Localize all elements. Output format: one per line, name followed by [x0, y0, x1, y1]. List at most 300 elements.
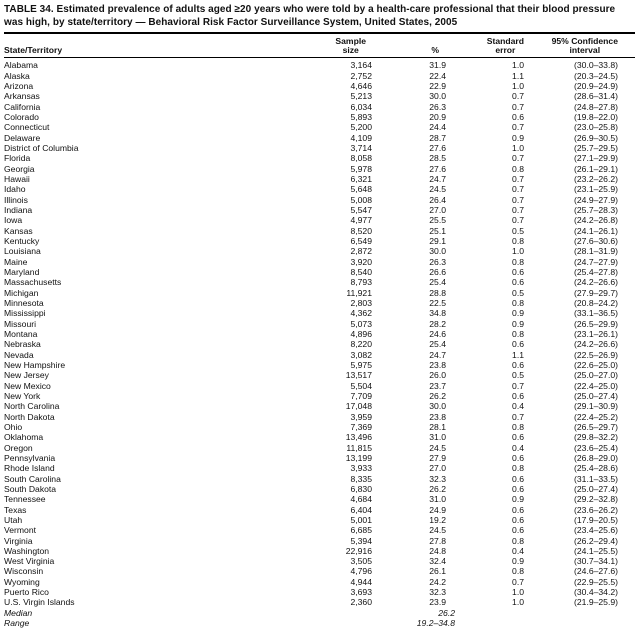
cell-ci: (24.9–27.9): [574, 194, 618, 205]
table-row: [4, 360, 635, 370]
table-title: [4, 4, 635, 34]
table-row: [4, 587, 635, 597]
cell-state: Alabama: [4, 60, 38, 71]
cell-state: Utah: [4, 514, 23, 525]
cell-se: 1.0: [512, 60, 524, 71]
cell-state: Rhode Island: [4, 463, 55, 474]
summary-row: [4, 618, 635, 628]
cell-sample: 6,404: [350, 504, 372, 515]
cell-ci: (20.3–24.5): [574, 70, 618, 81]
table-row: [4, 133, 635, 143]
summary-value: 26.2: [438, 607, 455, 618]
cell-state: Arizona: [4, 81, 34, 92]
cell-state: South Dakota: [4, 483, 57, 494]
cell-ci: (28.6–31.4): [574, 91, 618, 102]
cell-sample: 8,220: [350, 339, 372, 350]
cell-pct: 23.8: [429, 411, 446, 422]
cell-se: 1.0: [512, 597, 524, 608]
cell-ci: (24.2–26.6): [574, 277, 618, 288]
cell-ci: (22.6–25.0): [574, 359, 618, 370]
cell-sample: 3,714: [350, 143, 372, 154]
cell-sample: 6,034: [350, 101, 372, 112]
table-row: [4, 308, 635, 318]
cell-ci: (25.0–27.0): [574, 370, 618, 381]
cell-se: 0.9: [512, 318, 524, 329]
table-row: [4, 102, 635, 112]
cell-sample: 3,920: [350, 256, 372, 267]
cell-sample: 5,073: [350, 318, 372, 329]
cell-state: New Jersey: [4, 370, 49, 381]
cell-pct: 30.0: [429, 91, 446, 102]
table-title-line1: TABLE 34. Estimated prevalence of adults aged ≥20 years who were told by a health-care professional that their blood pressure: [4, 4, 616, 15]
cell-state: U.S. Virgin Islands: [4, 597, 75, 608]
cell-pct: 31.0: [429, 494, 446, 505]
cell-se: 1.0: [512, 246, 524, 257]
cell-ci: (20.9–24.9): [574, 81, 618, 92]
cell-ci: (28.1–31.9): [574, 246, 618, 257]
cell-ci: (23.6–26.2): [574, 504, 618, 515]
cell-sample: 5,394: [350, 535, 372, 546]
cell-state: Kentucky: [4, 235, 40, 246]
cell-state: North Dakota: [4, 411, 55, 422]
cell-pct: 24.9: [429, 504, 446, 515]
cell-ci: (17.9–20.5): [574, 514, 618, 525]
cell-state: Oklahoma: [4, 432, 44, 443]
table-row: [4, 143, 635, 153]
cell-pct: 24.6: [429, 328, 446, 339]
cell-sample: 4,109: [350, 132, 372, 143]
cell-sample: 8,540: [350, 266, 372, 277]
cell-sample: 5,893: [350, 112, 372, 123]
cell-se: 0.7: [512, 194, 524, 205]
header-sample-size: [306, 34, 372, 58]
table-row: [4, 484, 635, 494]
cell-ci: (25.7–28.3): [574, 205, 618, 215]
table-row: [4, 515, 635, 525]
cell-se: 1.1: [512, 349, 524, 360]
cell-se: 1.0: [512, 143, 524, 154]
cell-state: West Virginia: [4, 556, 55, 567]
header-percent-label: %: [431, 45, 439, 56]
header-standard-error: [446, 34, 524, 58]
cell-se: 0.8: [512, 328, 524, 339]
cell-se: 0.6: [512, 452, 524, 463]
cell-sample: 4,977: [350, 215, 372, 226]
cell-pct: 26.2: [429, 390, 446, 401]
summary-label: Median: [4, 607, 33, 618]
cell-empty: [306, 608, 372, 618]
cell-sample: 6,830: [350, 483, 372, 494]
cell-se: 0.7: [512, 576, 524, 587]
cell-se: 0.4: [512, 401, 524, 412]
cell-sample: 5,975: [350, 359, 372, 370]
cell-se: 0.7: [512, 101, 524, 112]
cell-pct: 28.5: [429, 153, 446, 164]
cell-se: 0.6: [512, 277, 524, 288]
cell-sample: 2,752: [350, 70, 372, 81]
cell-ci: (25.0–27.4): [574, 483, 618, 494]
table-row: [4, 91, 635, 101]
cell-se: 0.7: [512, 122, 524, 133]
cell-pct: 32.3: [429, 473, 446, 484]
cell-se: 0.7: [512, 380, 524, 391]
table-row: [4, 597, 635, 607]
cell-ci: (29.2–32.8): [574, 494, 618, 505]
cell-pct: 22.5: [429, 297, 446, 308]
cell-empty: [524, 618, 635, 628]
table-row: [4, 432, 635, 442]
cell-ci: (25.4–27.8): [574, 266, 618, 277]
cell-se: 0.7: [512, 411, 524, 422]
cell-ci: (27.9–29.7): [574, 287, 618, 298]
cell-state: Arkansas: [4, 91, 40, 102]
cell-state: Montana: [4, 328, 38, 339]
header-row: [4, 34, 635, 58]
cell-state: Delaware: [4, 132, 41, 143]
cell-ci: (24.7–27.9): [574, 256, 618, 267]
table-body: [4, 58, 635, 628]
cell-pct: 28.1: [429, 421, 446, 432]
cell-pct: 28.8: [429, 287, 446, 298]
cell-pct: 27.0: [429, 463, 446, 474]
header-ci-line1: 95% Confidence: [551, 36, 618, 46]
cell-se: 0.8: [512, 463, 524, 474]
cell-pct: 26.4: [429, 194, 446, 205]
cell-pct: 25.5: [429, 215, 446, 226]
cell-ci: (22.4–25.0): [574, 380, 618, 391]
cell-state: Virginia: [4, 535, 33, 546]
cell-sample: 4,646: [350, 81, 372, 92]
cell-sample: 5,648: [350, 184, 372, 195]
cell-se: 0.8: [512, 535, 524, 546]
cell-ci: (26.2–29.4): [574, 535, 618, 546]
cell-state: Wyoming: [4, 576, 40, 587]
cell-state: Washington: [4, 545, 50, 556]
cell-sample: 4,944: [350, 576, 372, 587]
cell-ci: (30.4–34.2): [574, 587, 618, 598]
cell-pct: 25.1: [429, 225, 446, 236]
cell-state: Florida: [4, 153, 31, 164]
cell-sample: 6,321: [350, 174, 372, 185]
cell-ci: (29.1–30.9): [574, 401, 618, 412]
cell-ci: (22.5–26.9): [574, 349, 618, 360]
table-row: [4, 381, 635, 391]
cell-state: Ohio: [4, 421, 23, 432]
cell-se: 0.6: [512, 390, 524, 401]
cell-se: 0.6: [512, 432, 524, 443]
table-row: [4, 122, 635, 132]
cell-pct: 23.9: [429, 597, 446, 608]
cell-ci: (33.1–36.5): [574, 308, 618, 319]
cell-state: Alaska: [4, 70, 30, 81]
cell-state: Tennessee: [4, 494, 46, 505]
cell-state: Massachusetts: [4, 277, 62, 288]
cell-sample: 5,547: [350, 205, 372, 215]
cell-pct: 24.5: [429, 184, 446, 195]
cell-ci: (24.8–27.8): [574, 101, 618, 112]
cell-pct: 32.3: [429, 587, 446, 598]
cell-ci: (24.1–26.1): [574, 225, 618, 236]
cell-ci: (23.1–25.9): [574, 184, 618, 195]
cell-pct: 20.9: [429, 112, 446, 123]
cell-state: Oregon: [4, 442, 33, 453]
cell-ci: (31.1–33.5): [574, 473, 618, 484]
table-row: [4, 350, 635, 360]
cell-pct: 24.5: [429, 525, 446, 536]
cell-se: 0.6: [512, 339, 524, 350]
table-row: [4, 494, 635, 504]
table-row: [4, 226, 635, 236]
cell-sample: 8,520: [350, 225, 372, 236]
cell-se: 0.7: [512, 174, 524, 185]
cell-sample: 4,796: [350, 566, 372, 577]
cell-pct: 30.0: [429, 401, 446, 412]
cell-se: 0.8: [512, 163, 524, 174]
cell-pct: 32.4: [429, 556, 446, 567]
cell-empty: [306, 618, 372, 628]
cell-pct: 27.6: [429, 163, 446, 174]
cell-sample: 3,933: [350, 463, 372, 474]
cell-se: 0.7: [512, 91, 524, 102]
cell-ci: (29.8–32.2): [574, 432, 618, 443]
cell-sample: 17,048: [345, 401, 372, 412]
table-row: [4, 71, 635, 81]
table-header: [4, 34, 635, 58]
table-row: [4, 546, 635, 556]
cell-ci: (24.6–27.6): [574, 566, 618, 577]
cell-pct: 28.2: [429, 318, 446, 329]
cell-se: 0.6: [512, 483, 524, 494]
cell-se: 0.8: [512, 256, 524, 267]
cell-se: 1.1: [512, 70, 524, 81]
cell-se: 1.0: [512, 81, 524, 92]
header-sample-line1: Sample: [335, 36, 366, 46]
cell-pct: 26.3: [429, 256, 446, 267]
cell-sample: 13,517: [345, 370, 372, 381]
cell-sample: 5,200: [350, 122, 372, 133]
cell-sample: 5,008: [350, 194, 372, 205]
cell-sample: 5,504: [350, 380, 372, 391]
cell-sample: 7,369: [350, 421, 372, 432]
cell-pct: 24.4: [429, 122, 446, 133]
cell-ci: (26.5–29.7): [574, 421, 618, 432]
cell-sample: 13,199: [345, 452, 372, 463]
cell-pct: 24.7: [429, 349, 446, 360]
cell-pct: 31.9: [429, 60, 446, 71]
cell-sample: 5,001: [350, 514, 372, 525]
cell-se: 0.6: [512, 359, 524, 370]
cell-sample: 4,684: [350, 494, 372, 505]
table-row: [4, 215, 635, 225]
cell-pct: 30.0: [429, 246, 446, 257]
cell-pct: 27.8: [429, 535, 446, 546]
cell-se: 0.6: [512, 112, 524, 123]
cell-se: 0.5: [512, 225, 524, 236]
cell-sample: 11,815: [346, 442, 372, 453]
summary-row: [4, 608, 635, 618]
cell-state: Maine: [4, 256, 28, 267]
cell-se: 0.6: [512, 514, 524, 525]
cell-se: 0.8: [512, 297, 524, 308]
cell-ci: (23.1–26.1): [574, 328, 618, 339]
table-row: [4, 277, 635, 287]
cell-ci: (19.8–22.0): [574, 112, 618, 123]
header-confidence-interval: [524, 34, 635, 58]
cell-pct: 27.9: [429, 452, 446, 463]
cell-empty: [446, 608, 524, 618]
table-row: [4, 443, 635, 453]
cell-state: Colorado: [4, 112, 39, 123]
cell-pct: 24.5: [429, 442, 446, 453]
cell-state: Puerto Rico: [4, 587, 49, 598]
cell-pct: 27.6: [429, 143, 446, 154]
cell-state: Missouri: [4, 318, 36, 329]
cell-state: Louisiana: [4, 246, 41, 257]
cell-sample: 7,709: [350, 390, 372, 401]
cell-se: 0.9: [512, 308, 524, 319]
cell-pct: 27.0: [429, 205, 446, 215]
table-row: [4, 112, 635, 122]
cell-se: 0.9: [512, 132, 524, 143]
cell-ci: (24.2–26.8): [574, 215, 618, 226]
cell-sample: 4,362: [350, 308, 372, 319]
header-se-line2: error: [495, 45, 516, 56]
table-row: [4, 474, 635, 484]
cell-pct: 22.4: [429, 70, 446, 81]
table-row: [4, 81, 635, 91]
cell-pct: 34.8: [429, 308, 446, 319]
cell-state: North Carolina: [4, 401, 60, 412]
cell-ci: (22.9–25.5): [574, 576, 618, 587]
cell-ci: (27.6–30.6): [574, 235, 618, 246]
cell-state: New Mexico: [4, 380, 51, 391]
table-row: [4, 174, 635, 184]
cell-pct: 22.9: [429, 81, 446, 92]
table-row: [4, 58, 635, 71]
summary-label: Range: [4, 618, 30, 628]
table-row: [4, 236, 635, 246]
cell-state: Connecticut: [4, 122, 50, 133]
cell-state: Georgia: [4, 163, 35, 174]
cell-sample: 3,164: [350, 60, 372, 71]
cell-sample: 11,921: [346, 287, 372, 298]
cell-sample: 6,549: [350, 235, 372, 246]
cell-pct: 26.6: [429, 266, 446, 277]
table-row: [4, 267, 635, 277]
cell-pct: 25.4: [429, 339, 446, 350]
table-row: [4, 370, 635, 380]
cell-ci: (27.1–29.9): [574, 153, 618, 164]
cell-state: Vermont: [4, 525, 37, 536]
cell-ci: (23.0–25.8): [574, 122, 618, 133]
cell-se: 0.7: [512, 205, 524, 215]
table-row: [4, 412, 635, 422]
table-row: [4, 422, 635, 432]
cell-ci: (26.9–30.5): [574, 132, 618, 143]
table-row: [4, 298, 635, 308]
table-row: [4, 153, 635, 163]
cell-state: New Hampshire: [4, 359, 66, 370]
cell-sample: 3,693: [350, 587, 372, 598]
table-row: [4, 525, 635, 535]
cell-ci: (26.8–29.0): [574, 452, 618, 463]
cell-state: Mississippi: [4, 308, 46, 319]
table-row: [4, 577, 635, 587]
cell-se: 0.4: [512, 442, 524, 453]
cell-ci: (30.7–34.1): [574, 556, 618, 567]
cell-state: Pennsylvania: [4, 452, 56, 463]
table-row: [4, 536, 635, 546]
table-row: [4, 195, 635, 205]
cell-ci: (23.2–26.2): [574, 174, 618, 185]
cell-sample: 8,793: [350, 277, 372, 288]
cell-empty: [524, 608, 635, 618]
table-row: [4, 566, 635, 576]
table-row: [4, 329, 635, 339]
cell-state: Nevada: [4, 349, 34, 360]
cell-ci: (23.6–25.4): [574, 442, 618, 453]
table-row: [4, 288, 635, 298]
cell-state: Hawaii: [4, 174, 30, 185]
header-se-line1: Standard: [486, 36, 524, 46]
table-row: [4, 257, 635, 267]
prevalence-table: [4, 34, 635, 628]
table-row: [4, 319, 635, 329]
cell-pct: 26.2: [429, 483, 446, 494]
cell-se: 0.6: [512, 525, 524, 536]
cell-empty: [446, 618, 524, 628]
cell-sample: 5,213: [350, 91, 372, 102]
cell-sample: 13,496: [345, 432, 372, 443]
cell-sample: 2,872: [350, 246, 372, 257]
cell-se: 0.8: [512, 421, 524, 432]
header-state-territory: [4, 34, 306, 58]
table-row: [4, 556, 635, 566]
cell-pct: 26.3: [429, 101, 446, 112]
cell-pct: 26.0: [429, 370, 446, 381]
table-row: [4, 391, 635, 401]
cell-ci: (25.0–27.4): [574, 390, 618, 401]
cell-pct: 24.2: [429, 576, 446, 587]
table-row: [4, 505, 635, 515]
header-ci-line2: interval: [569, 45, 601, 56]
cell-sample: 5,978: [350, 163, 372, 174]
cell-ci: (26.1–29.1): [574, 163, 618, 174]
table-row: [4, 453, 635, 463]
cell-sample: 3,082: [350, 349, 372, 360]
cell-pct: 29.1: [429, 235, 446, 246]
cell-se: 0.4: [512, 545, 524, 556]
cell-state: Maryland: [4, 266, 40, 277]
table-row: [4, 463, 635, 473]
cell-pct: 23.7: [429, 380, 446, 391]
cell-pct: 28.7: [429, 132, 446, 143]
cell-sample: 22,916: [345, 545, 372, 556]
cell-pct: 31.0: [429, 432, 446, 443]
cell-state: Minnesota: [4, 297, 44, 308]
table-row: [4, 339, 635, 349]
summary-value: 19.2–34.8: [416, 618, 455, 628]
table-row: [4, 401, 635, 411]
header-sample-line2: size: [342, 45, 359, 56]
cell-se: 0.9: [512, 556, 524, 567]
table-row: [4, 164, 635, 174]
cell-ci: (26.5–29.9): [574, 318, 618, 329]
cell-ci: (24.1–25.5): [574, 545, 618, 556]
cell-se: 0.7: [512, 215, 524, 226]
cell-sample: 8,058: [350, 153, 372, 164]
cell-ci: (30.0–33.8): [574, 60, 618, 71]
